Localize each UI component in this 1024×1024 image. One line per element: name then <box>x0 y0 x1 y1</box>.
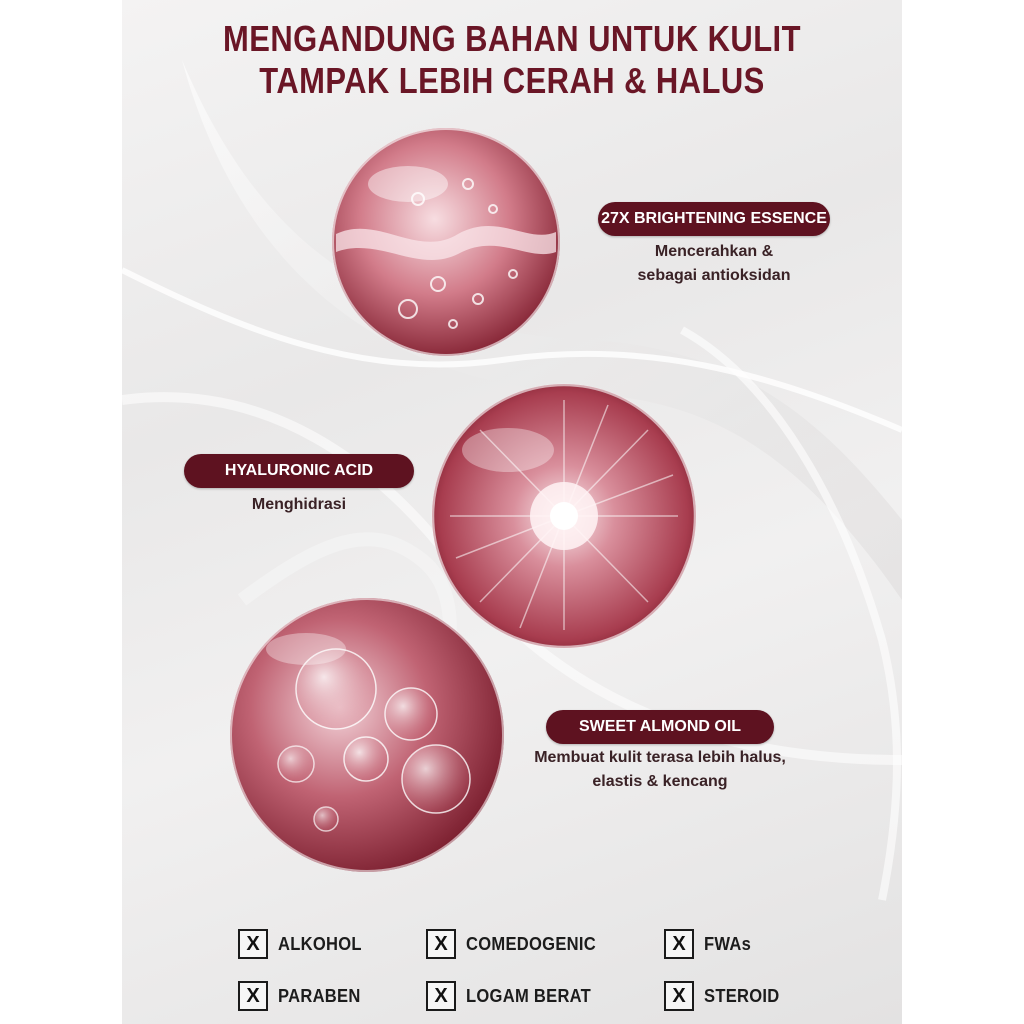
free-from-label: LOGAM BERAT <box>466 985 592 1006</box>
headline-line-2: TAMPAK LEBIH CERAH & HALUS <box>259 60 765 101</box>
free-from-item <box>664 978 786 1014</box>
sweet-almond-oil-sphere-image <box>226 594 508 876</box>
free-from-label: PARABEN <box>278 985 361 1006</box>
headline-line-1: MENGANDUNG BAHAN UNTUK KULIT <box>223 18 801 59</box>
free-from-list <box>122 926 902 1018</box>
ingredient-desc-line: elastis & kencang <box>592 773 728 790</box>
cross-box-icon: X <box>426 929 456 959</box>
brightening-essence-sphere-image <box>328 124 564 360</box>
free-from-item <box>238 926 369 962</box>
ingredient-desc-line: Membuat kulit terasa lebih halus, <box>534 749 786 766</box>
ingredient-label-sweet-almond-oil: SWEET ALMOND OIL <box>546 710 774 744</box>
cross-box-icon: X <box>238 929 268 959</box>
ingredient-desc-line: Mencerahkan & <box>654 243 774 260</box>
ingredient-label-brightening-essence: 27X BRIGHTENING ESSENCE <box>598 202 830 236</box>
ingredient-desc-sweet-almond-oil <box>512 746 808 794</box>
free-from-item <box>426 926 607 962</box>
ingredient-desc-hyaluronic-acid: Menghidrasi <box>251 496 347 513</box>
free-from-label: ALKOHOL <box>278 933 362 954</box>
free-from-label: STEROID <box>704 985 780 1006</box>
cross-box-icon: X <box>664 981 694 1011</box>
free-from-item <box>238 978 368 1014</box>
ingredient-label-hyaluronic-acid: HYALURONIC ACID <box>184 454 414 488</box>
free-from-label: COMEDOGENIC <box>466 933 597 954</box>
cross-box-icon: X <box>238 981 268 1011</box>
free-from-label: FWAs <box>704 933 752 954</box>
free-from-item <box>426 978 602 1014</box>
ingredient-desc-line: sebagai antioksidan <box>637 267 791 284</box>
free-from-item <box>664 926 755 962</box>
cross-box-icon: X <box>426 981 456 1011</box>
product-infographic <box>122 0 902 1024</box>
page-headline <box>177 18 848 102</box>
ingredient-desc-brightening-essence <box>598 240 830 288</box>
cross-box-icon: X <box>664 929 694 959</box>
